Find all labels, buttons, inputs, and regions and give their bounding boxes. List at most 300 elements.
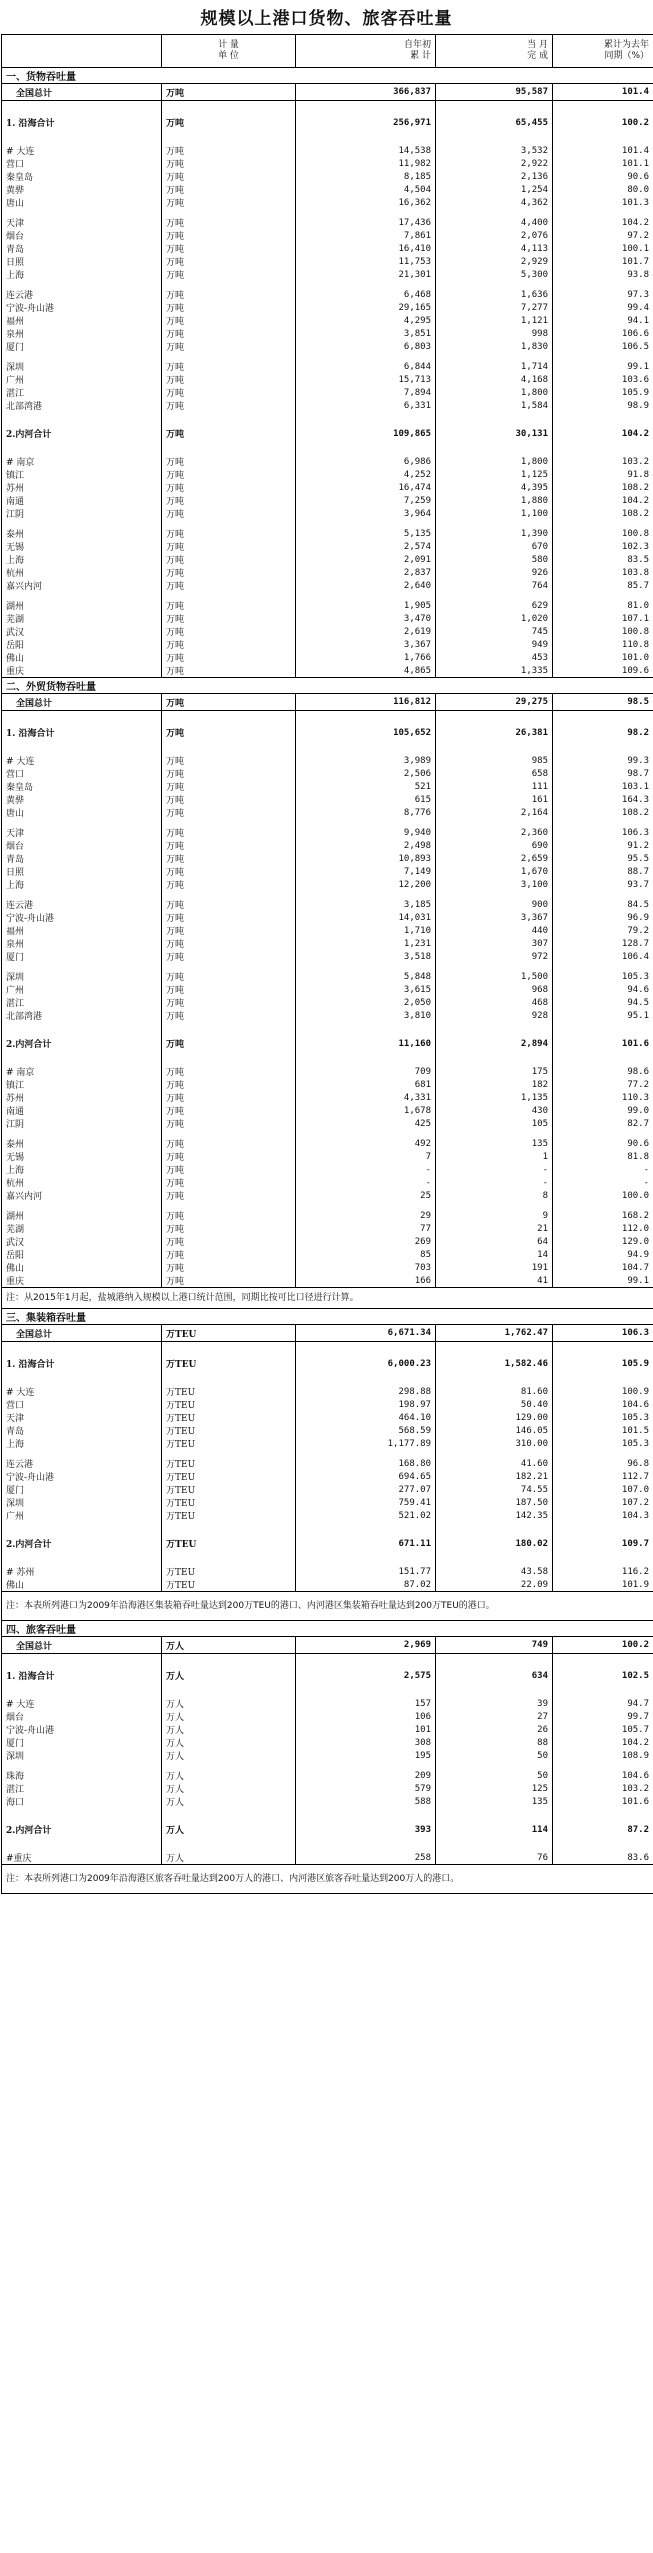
month-value: 928 [436,1009,553,1022]
unit-cell: 万人 [162,1710,296,1723]
unit-cell: 万TEU [162,1470,296,1483]
unit-cell: 万TEU [162,1578,296,1592]
port-name: 无锡 [2,540,162,553]
spacer-cell [436,353,553,360]
spacer-cell [2,281,162,288]
spacer-cell [553,353,653,360]
unit-cell: 万TEU [162,1496,296,1509]
month-value: 4,362 [436,196,553,209]
unit-cell: 万TEU [162,1411,296,1424]
table-row [2,806,653,819]
ytd-value: 109,865 [296,426,436,441]
port-name: 2.内河合计 [2,1822,162,1837]
ytd-value: 29 [296,1209,436,1222]
ratio-value: 103.6 [553,373,653,386]
unit-cell: 万吨 [162,898,296,911]
port-name: 杭州 [2,566,162,579]
ratio-value: 101.1 [553,157,653,170]
month-value: 634 [436,1668,553,1683]
ytd-value: 6,986 [296,455,436,468]
month-value: 1,121 [436,314,553,327]
ytd-value: 29,165 [296,301,436,314]
unit-cell: 万吨 [162,481,296,494]
month-value: 749 [436,1637,553,1654]
spacer-cell [296,1202,436,1209]
ytd-value: 25 [296,1189,436,1202]
ratio-value: 105.9 [553,1356,653,1371]
spacer-cell [436,209,553,216]
month-value: 39 [436,1697,553,1710]
ratio-value: 112.7 [553,1470,653,1483]
ratio-value: 99.3 [553,754,653,767]
ratio-value: 82.7 [553,1117,653,1130]
port-name: 深圳 [2,970,162,983]
unit-cell: 万TEU [162,1509,296,1522]
unit-cell: 万人 [162,1851,296,1865]
ratio-value: 105.7 [553,1723,653,1736]
unit-cell: 万吨 [162,1235,296,1248]
spacer-row [2,1371,653,1385]
port-name: 烟台 [2,1710,162,1723]
spacer-cell [2,1450,162,1457]
unit-cell: 万吨 [162,970,296,983]
spacer-cell [162,281,296,288]
month-value: 50 [436,1749,553,1762]
port-name: 上海 [2,1437,162,1450]
unit-cell: 万吨 [162,340,296,353]
ytd-value: 6,331 [296,399,436,412]
spacer-row [2,891,653,898]
spacer-cell [162,130,296,144]
spacer-row [2,1654,653,1669]
spacer-cell [162,1130,296,1137]
spacer-cell [296,1342,436,1357]
spacer-cell [436,441,553,455]
month-value: 182.21 [436,1470,553,1483]
ratio-value: 98.6 [553,1065,653,1078]
month-value: 2,659 [436,852,553,865]
port-name: 湛江 [2,996,162,1009]
ytd-value: 298.88 [296,1385,436,1398]
month-value: 764 [436,579,553,592]
unit-cell: 万吨 [162,754,296,767]
unit-cell: 万吨 [162,852,296,865]
unit-cell: 万吨 [162,664,296,678]
port-name: 泰州 [2,527,162,540]
port-name: 天津 [2,826,162,839]
spacer-cell [2,1683,162,1697]
month-value: 968 [436,983,553,996]
ytd-value: 3,470 [296,612,436,625]
unit-cell: 万吨 [162,527,296,540]
header-ytd-line2: 累 计 [410,51,431,61]
unit-cell: 万吨 [162,115,296,130]
spacer-cell [296,1808,436,1822]
table-row [2,1496,653,1509]
ytd-value: 12,200 [296,878,436,891]
spacer-row [2,711,653,726]
table-row [2,170,653,183]
ratio-value: 104.2 [553,426,653,441]
port-name: # 南京 [2,455,162,468]
unit-cell: 万吨 [162,314,296,327]
month-value: 180.02 [436,1536,553,1551]
table-row [2,1150,653,1163]
month-value: 2,894 [436,1036,553,1051]
spacer-cell [436,740,553,754]
month-value: 88 [436,1736,553,1749]
header-unit-line2: 单 位 [218,51,239,61]
table-row [2,1274,653,1288]
port-name: 上海 [2,268,162,281]
spacer-row [2,520,653,527]
spacer-cell [436,412,553,426]
spacer-row [2,1808,653,1822]
unit-cell: 万人 [162,1769,296,1782]
month-value: 580 [436,553,553,566]
month-value: 191 [436,1261,553,1274]
ytd-value: 11,982 [296,157,436,170]
month-value: 5,300 [436,268,553,281]
spacer-cell [436,1371,553,1385]
spacer-cell [553,1522,653,1536]
month-value: 187.50 [436,1496,553,1509]
table-row [2,527,653,540]
table-row [2,553,653,566]
ratio-value: 108.2 [553,806,653,819]
spacer-row [2,130,653,144]
table-note: 注：本表所列港口为2009年沿海港区旅客吞吐量达到200万人的港口、内河港区旅客吞吐量达到200万人的港口。 [2,1865,653,1894]
month-value: 745 [436,625,553,638]
spacer-cell [162,592,296,599]
spacer-cell [296,1522,436,1536]
total-row [2,1637,653,1654]
month-value: 310.00 [436,1437,553,1450]
port-name: 青岛 [2,242,162,255]
ytd-value: 3,367 [296,638,436,651]
port-name: 佛山 [2,1578,162,1592]
ratio-value: 105.3 [553,1437,653,1450]
ytd-value: 3,518 [296,950,436,963]
spacer-cell [296,819,436,826]
spacer-row [2,819,653,826]
port-name: 广州 [2,1509,162,1522]
ytd-value: 101 [296,1723,436,1736]
port-name: 上海 [2,1163,162,1176]
ratio-value: 94.1 [553,314,653,327]
unit-cell: 万吨 [162,839,296,852]
ytd-value: 77 [296,1222,436,1235]
table-row [2,255,653,268]
port-name: 秦皇岛 [2,170,162,183]
table-row [2,288,653,301]
month-value: 658 [436,767,553,780]
ratio-value: 109.7 [553,1536,653,1551]
table-row [2,1795,653,1808]
month-value: 453 [436,651,553,664]
table-note: 注：本表所列港口为2009年沿海港区集装箱吞吐量达到200万TEU的港口、内河港区集装箱吞吐量达到200万TEU的港口。 [2,1592,653,1621]
ratio-value: 101.3 [553,196,653,209]
port-name: 武汉 [2,1235,162,1248]
unit-cell: 万吨 [162,1222,296,1235]
port-name: 湛江 [2,386,162,399]
spacer-cell [296,1450,436,1457]
month-value: 2,360 [436,826,553,839]
table-row [2,638,653,651]
port-name: 芜湖 [2,1222,162,1235]
table-row [2,754,653,767]
month-value: 998 [436,327,553,340]
ytd-value: 16,410 [296,242,436,255]
spacer-cell [162,412,296,426]
table-row [2,852,653,865]
port-name: 珠海 [2,1769,162,1782]
ytd-value: 16,362 [296,196,436,209]
unit-cell: 万吨 [162,1137,296,1150]
ytd-value: 269 [296,1235,436,1248]
ratio-value: 103.1 [553,780,653,793]
ratio-value: 105.3 [553,1411,653,1424]
spacer-cell [553,1371,653,1385]
unit-cell: 万吨 [162,826,296,839]
spacer-cell [553,1683,653,1697]
unit-cell: 万吨 [162,1104,296,1117]
unit-cell: 万吨 [162,767,296,780]
spacer-cell [436,1202,553,1209]
port-name: 重庆 [2,1274,162,1288]
unit-cell: 万吨 [162,780,296,793]
month-value: 2,929 [436,255,553,268]
ytd-value: 1,710 [296,924,436,937]
spacer-cell [162,891,296,898]
spacer-cell [296,1371,436,1385]
month-value: 985 [436,754,553,767]
ytd-value: 7,861 [296,229,436,242]
table-row [2,1209,653,1222]
port-name: 2.内河合计 [2,1036,162,1051]
table-row [2,1710,653,1723]
spacer-cell [2,891,162,898]
spacer-row [2,963,653,970]
spacer-cell [553,209,653,216]
ratio-value: 99.4 [553,301,653,314]
month-value: 4,168 [436,373,553,386]
port-name: 青岛 [2,1424,162,1437]
port-name: 湛江 [2,1782,162,1795]
ytd-value: 151.77 [296,1565,436,1578]
unit-cell: 万吨 [162,924,296,937]
spacer-cell [436,891,553,898]
unit-cell: 万吨 [162,1209,296,1222]
port-name: 连云港 [2,898,162,911]
unit-cell: 万人 [162,1637,296,1654]
spacer-cell [162,711,296,726]
spacer-cell [2,711,162,726]
ratio-value: 107.1 [553,612,653,625]
port-name: 唐山 [2,806,162,819]
spacer-cell [553,1450,653,1457]
port-name: 2.内河合计 [2,1536,162,1551]
ratio-value: 103.2 [553,1782,653,1795]
port-name: # 大连 [2,1697,162,1710]
port-name: 烟台 [2,229,162,242]
table-row [2,1117,653,1130]
ratio-value: 106.5 [553,340,653,353]
ratio-value: 106.3 [553,1325,653,1342]
table-row [2,1065,653,1078]
month-value: 3,367 [436,911,553,924]
port-name: 苏州 [2,1091,162,1104]
spacer-cell [436,1522,553,1536]
ratio-value: 106.6 [553,327,653,340]
table-row [2,268,653,281]
ratio-value: 93.8 [553,268,653,281]
month-value: 2,922 [436,157,553,170]
unit-cell: 万吨 [162,386,296,399]
month-value: 926 [436,566,553,579]
ratio-value: 102.5 [553,1668,653,1683]
ratio-value: 104.6 [553,1769,653,1782]
port-name: 烟台 [2,839,162,852]
port-name: 佛山 [2,1261,162,1274]
spacer-row [2,1342,653,1357]
port-name: 全国总计 [2,1325,162,1342]
month-value: 4,113 [436,242,553,255]
spacer-cell [296,1837,436,1851]
table-row [2,196,653,209]
month-value: 65,455 [436,115,553,130]
unit-cell: 万吨 [162,242,296,255]
month-value: 175 [436,1065,553,1078]
ratio-value: 168.2 [553,1209,653,1222]
spacer-row [2,1450,653,1457]
ytd-value: 4,865 [296,664,436,678]
spacer-cell [553,711,653,726]
table-row [2,937,653,950]
ytd-value: 3,964 [296,507,436,520]
ytd-value: 14,031 [296,911,436,924]
month-value: 1,390 [436,527,553,540]
spacer-row [2,1051,653,1065]
ytd-value: 4,331 [296,1091,436,1104]
spacer-row [2,592,653,599]
spacer-cell [296,101,436,116]
ytd-value: 1,231 [296,937,436,950]
spacer-cell [2,441,162,455]
spacer-cell [2,819,162,826]
ratio-value: 98.5 [553,694,653,711]
ytd-value: 2,837 [296,566,436,579]
ratio-value: 101.6 [553,1795,653,1808]
header-unit-line1: 计 量 [218,40,239,50]
ratio-value: 100.2 [553,1637,653,1654]
table-row [2,898,653,911]
section-header-row [2,68,653,84]
unit-cell: 万吨 [162,540,296,553]
ratio-value: 102.3 [553,540,653,553]
month-value: 50.40 [436,1398,553,1411]
unit-cell: 万吨 [162,1078,296,1091]
spacer-cell [162,1837,296,1851]
ytd-value: 521.02 [296,1509,436,1522]
spacer-cell [296,592,436,599]
unit-cell: 万吨 [162,1274,296,1288]
port-name: 芜湖 [2,612,162,625]
unit-cell: 万吨 [162,694,296,711]
spacer-cell [296,209,436,216]
spacer-cell [553,1837,653,1851]
month-value: 50 [436,1769,553,1782]
spacer-row [2,1022,653,1036]
ratio-value: 79.2 [553,924,653,937]
port-name: # 苏州 [2,1565,162,1578]
unit-cell: 万人 [162,1723,296,1736]
ytd-value: 106 [296,1710,436,1723]
unit-cell: 万吨 [162,625,296,638]
table-row [2,1235,653,1248]
table-row [2,1009,653,1022]
table-row [2,242,653,255]
ratio-value: 105.9 [553,386,653,399]
port-name: 上海 [2,878,162,891]
subtotal-row [2,725,653,740]
ratio-value: 101.6 [553,1036,653,1051]
table-note-row [2,1865,653,1894]
month-value: 629 [436,599,553,612]
month-value: 1,100 [436,507,553,520]
ytd-value: 5,135 [296,527,436,540]
ratio-value: 101.9 [553,1578,653,1592]
ytd-value: 366,837 [296,84,436,101]
spacer-cell [2,1342,162,1357]
ratio-value: 108.2 [553,507,653,520]
month-value: 161 [436,793,553,806]
port-name: 杭州 [2,1176,162,1189]
month-value: 4,400 [436,216,553,229]
ratio-value: 81.8 [553,1150,653,1163]
port-name: 苏州 [2,481,162,494]
ytd-value: 2,640 [296,579,436,592]
spacer-cell [162,353,296,360]
ytd-value: 10,893 [296,852,436,865]
port-name: 连云港 [2,288,162,301]
month-value: 1,582.46 [436,1356,553,1371]
ratio-value: 112.0 [553,1222,653,1235]
month-value: 1,830 [436,340,553,353]
port-name: # 南京 [2,1065,162,1078]
subtotal-row [2,1356,653,1371]
port-name: 北部湾港 [2,399,162,412]
spacer-cell [2,412,162,426]
port-name: 天津 [2,216,162,229]
spacer-cell [553,281,653,288]
header-ytd [296,35,436,68]
port-name: 黄骅 [2,183,162,196]
table-row [2,1078,653,1091]
ytd-value: 7,259 [296,494,436,507]
month-value: 1,135 [436,1091,553,1104]
spacer-cell [2,1522,162,1536]
table-row [2,1385,653,1398]
ytd-value: 3,810 [296,1009,436,1022]
month-value: 9 [436,1209,553,1222]
ratio-value: 110.8 [553,638,653,651]
ytd-value: 4,504 [296,183,436,196]
ytd-value: 168.80 [296,1457,436,1470]
ytd-value: 2,091 [296,553,436,566]
subtotal-row [2,115,653,130]
month-value: 135 [436,1137,553,1150]
